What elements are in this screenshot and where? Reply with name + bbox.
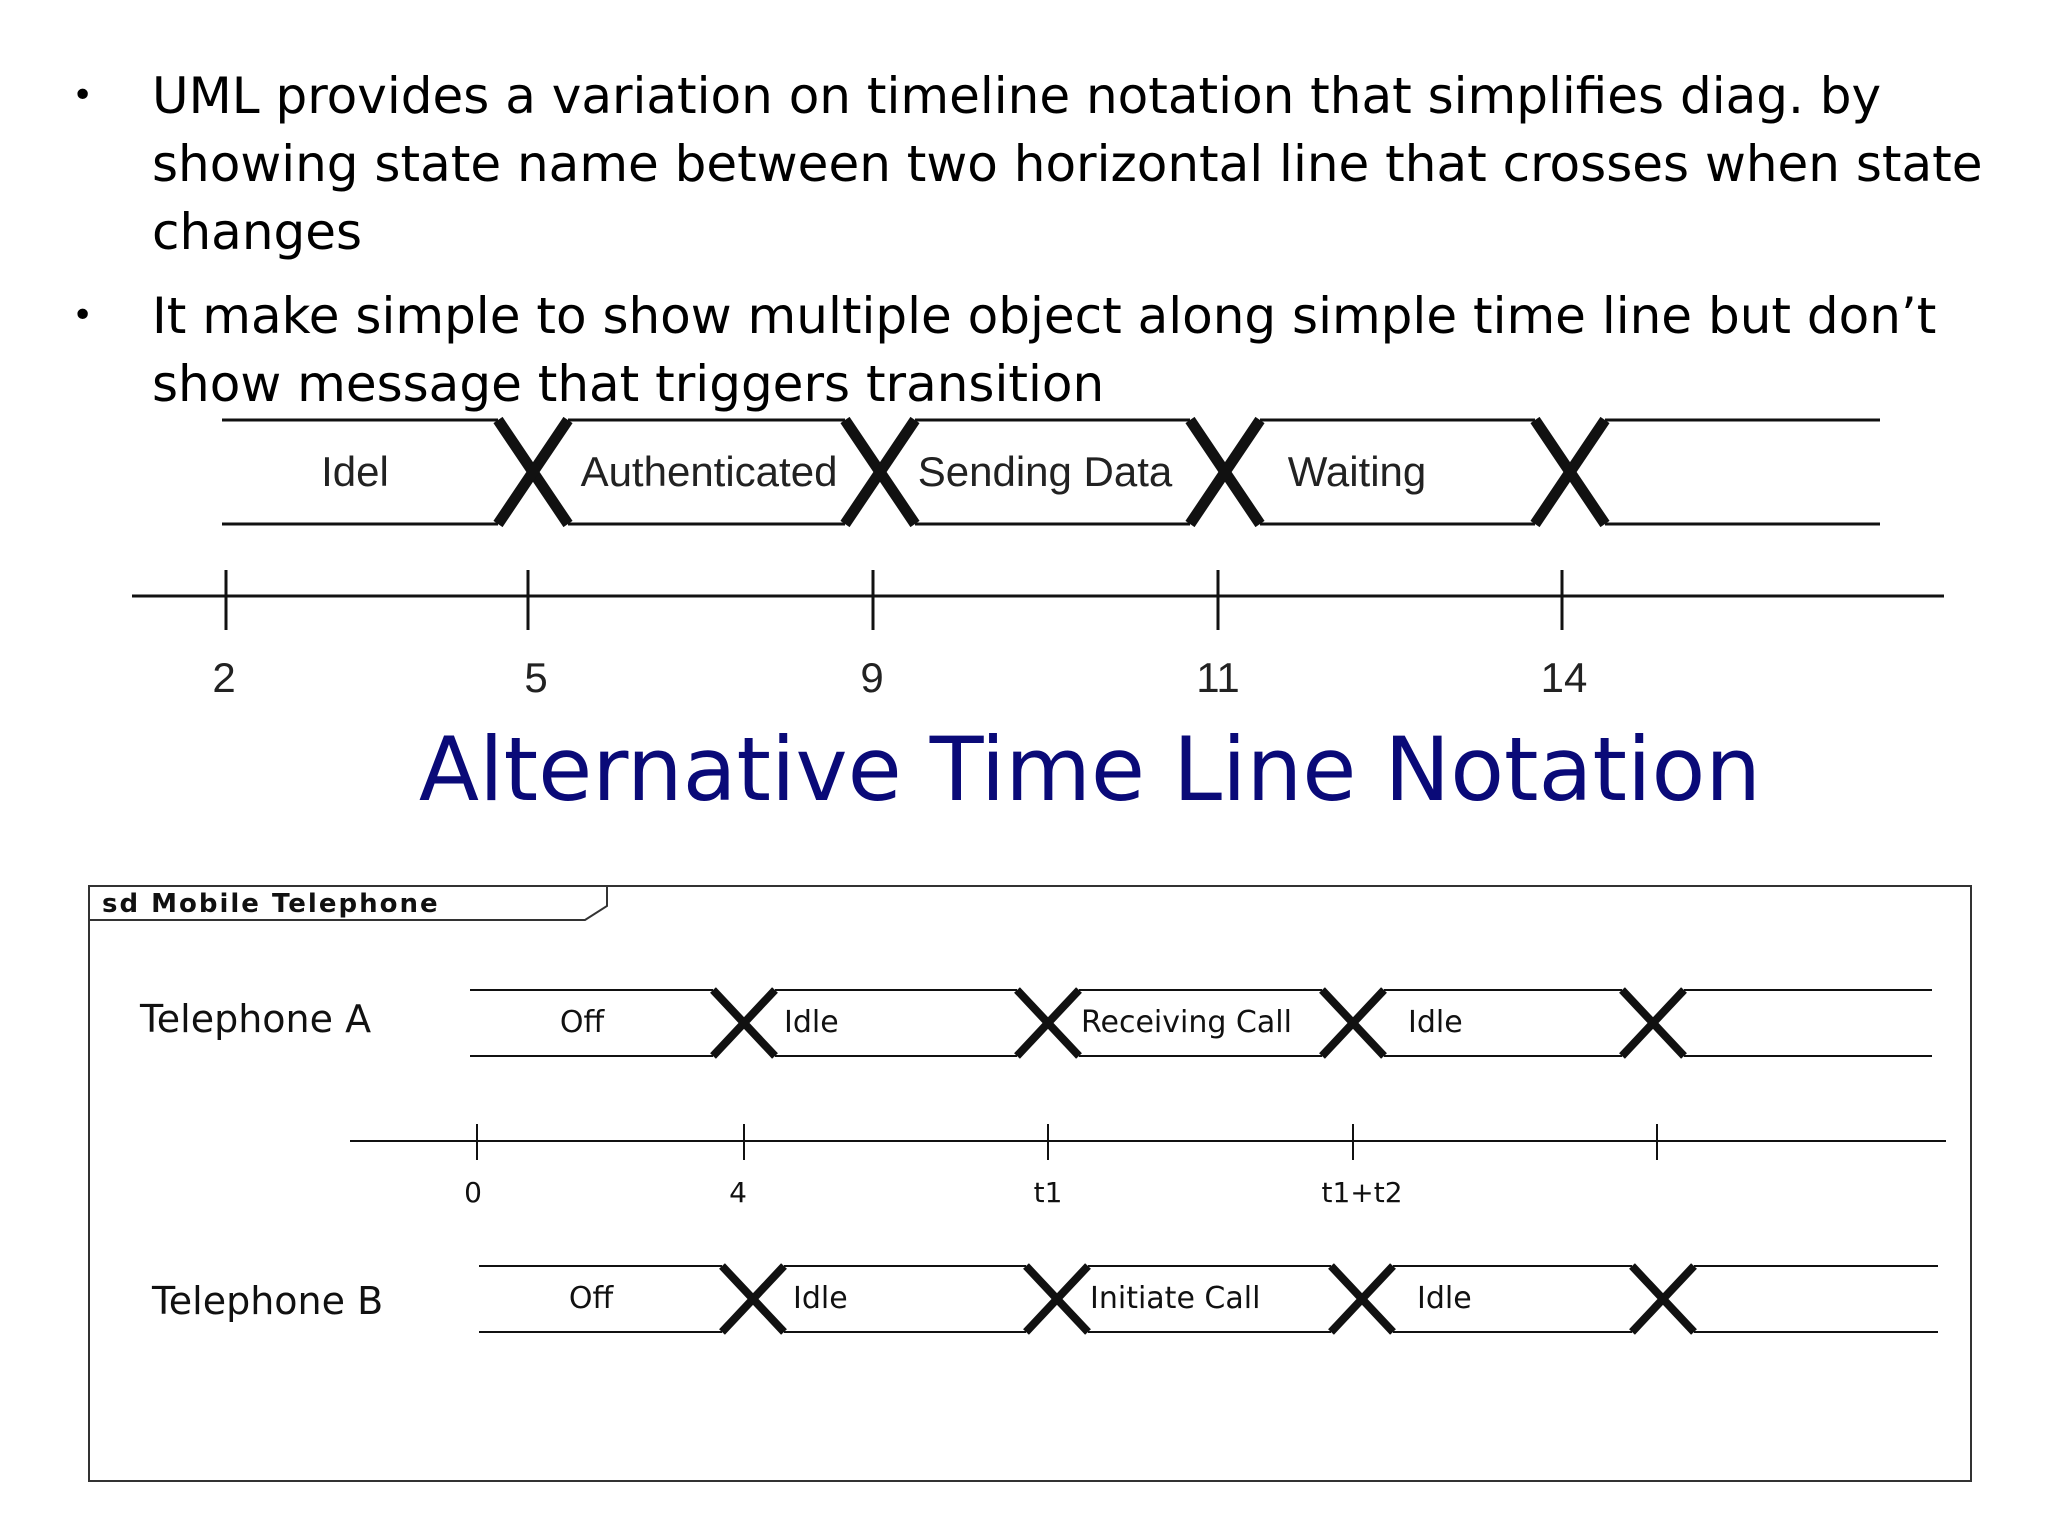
frame-label: sd Mobile Telephone — [102, 889, 440, 919]
bullet-text: It make simple to show multiple object along simple time line but don’t show message that triggers transition — [152, 287, 1937, 413]
state-label: Off — [568, 1281, 614, 1316]
tick-label: t1 — [1033, 1176, 1063, 1209]
state-label: Receiving Call — [1081, 1005, 1292, 1040]
sequence-frame — [89, 886, 1971, 1481]
state-label: Initiate Call — [1090, 1281, 1261, 1316]
top-time-axis — [132, 570, 1944, 630]
state-label: Idle — [784, 1005, 839, 1040]
tick-label: t1+t2 — [1321, 1176, 1403, 1209]
state-label: Authenticated — [580, 448, 838, 495]
bullet-text: UML provides a variation on timeline notation that simplifies diag. by showing state name between two horizontal line that crosses when state changes — [152, 67, 1983, 261]
lane-label: Telephone B — [152, 1279, 384, 1323]
state-label: Waiting — [1287, 448, 1427, 495]
diagram-caption: Alternative Time Line Notation — [418, 718, 1762, 821]
state-label: Idle — [1417, 1281, 1472, 1316]
bullet-dot: • — [72, 295, 94, 336]
state-label: Sending Data — [917, 448, 1173, 495]
tick-label: 9 — [860, 654, 884, 701]
bullet-dot: • — [72, 75, 94, 116]
state-label: Idel — [321, 448, 389, 495]
tick-label: 0 — [464, 1176, 482, 1209]
state-label: Idle — [1408, 1005, 1463, 1040]
tick-label: 14 — [1540, 654, 1588, 701]
bottom-time-axis — [350, 1124, 1946, 1160]
lane-label: Telephone A — [140, 997, 372, 1041]
tick-label: 4 — [729, 1176, 747, 1209]
state-label: Off — [559, 1005, 605, 1040]
tick-label: 11 — [1196, 654, 1240, 701]
state-label: Idle — [793, 1281, 848, 1316]
tick-label: 2 — [212, 654, 236, 701]
tick-label: 5 — [524, 654, 548, 701]
